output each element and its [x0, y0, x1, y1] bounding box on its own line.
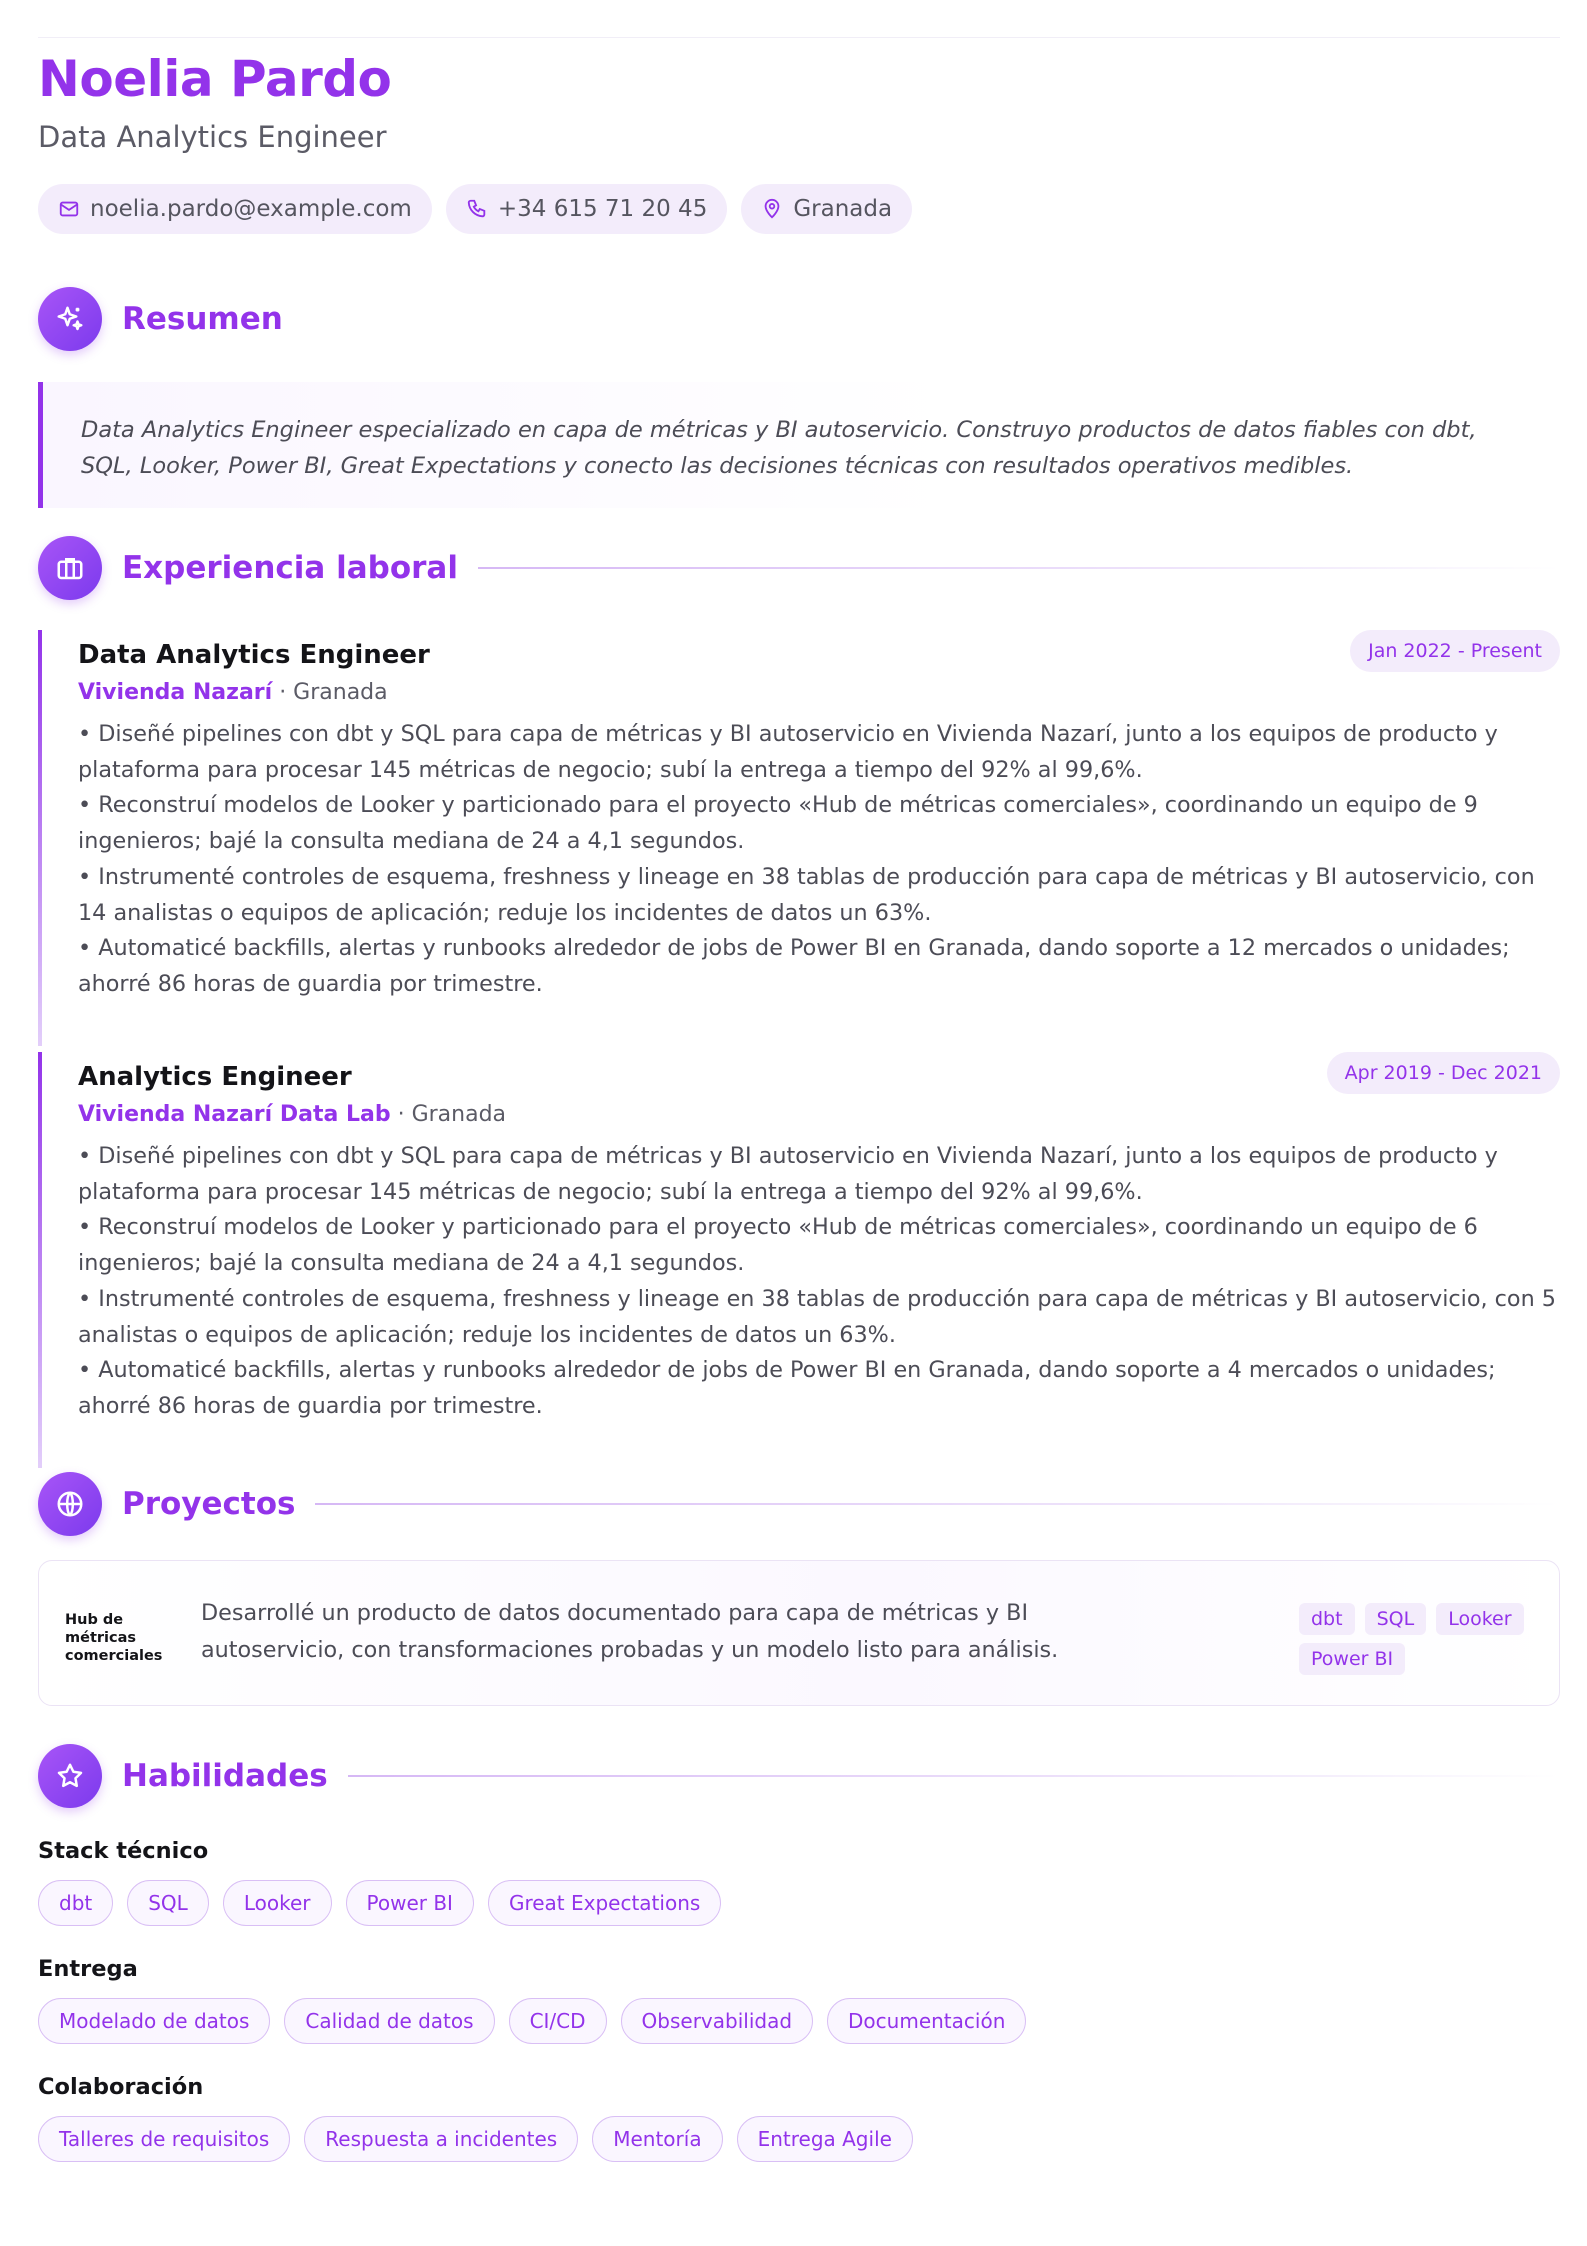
- job-bullet: • Reconstruí modelos de Looker y particionado para el proyecto «Hub de métricas comerciales», coordinando un equipo de 9 ingenieros; bajé la consulta mediana de 24 a 4,1 segundos.: [78, 792, 1478, 855]
- candidate-role: Data Analytics Engineer: [38, 120, 387, 154]
- skill-group-tags: [38, 1880, 721, 1926]
- skill-tag: Mentoría: [592, 2116, 722, 2162]
- job-location: · Granada: [390, 1102, 507, 1127]
- candidate-name: Noelia Pardo: [38, 50, 392, 108]
- skills-section-title: Habilidades: [122, 1758, 328, 1794]
- skill-tag: Respuesta a incidentes: [304, 2116, 578, 2162]
- summary-text: Data Analytics Engineer especializado en capa de métricas y BI autoservicio. Construyo productos de datos fiables con dbt, SQL, Looker, Power BI, Great Expectations y conecto las decisiones técnicas con resultados operativos medibles.: [38, 382, 1560, 508]
- job-dates: Apr 2019 - Dec 2021: [1327, 1052, 1560, 1094]
- job-organization: [78, 1102, 1560, 1127]
- globe-icon: [55, 1489, 85, 1519]
- top-divider: [38, 37, 1560, 38]
- project-tags: [1299, 1603, 1549, 1675]
- summary-section-icon: [38, 287, 102, 351]
- skill-tag: Modelado de datos: [38, 1998, 270, 2044]
- contact-email[interactable]: [38, 184, 432, 234]
- experience-section-divider: [478, 567, 1560, 569]
- summary-section-header: [38, 287, 1560, 351]
- star-icon: [55, 1761, 85, 1791]
- summary-section-title: Resumen: [122, 301, 283, 337]
- skill-tag: Observabilidad: [621, 1998, 814, 2044]
- contact-location: [741, 184, 912, 234]
- job-bullets: [78, 717, 1568, 1003]
- job-bullet: • Instrumenté controles de esquema, freshness y lineage en 38 tablas de producción para capa de métricas y BI autoservicio, con 14 analistas o equipos de aplicación; reduje los incidentes de datos un 63%.: [78, 863, 1535, 926]
- skill-tag: Talleres de requisitos: [38, 2116, 290, 2162]
- job-location: · Granada: [272, 680, 388, 705]
- projects-section-header: [38, 1472, 1560, 1536]
- contact-phone-text: +34 615 71 20 45: [497, 196, 708, 222]
- job-organization: [78, 680, 1560, 705]
- project-tag: dbt: [1299, 1603, 1355, 1635]
- skills-section-icon: [38, 1744, 102, 1808]
- project-tag: Looker: [1436, 1603, 1523, 1635]
- project-tag: SQL: [1365, 1603, 1427, 1635]
- skill-group-title: Entrega: [38, 1956, 138, 1982]
- experience-section-icon: [38, 536, 102, 600]
- job-company: Vivienda Nazarí Data Lab: [78, 1102, 391, 1127]
- mail-icon: [58, 198, 80, 220]
- skill-group-tags: [38, 1998, 1026, 2044]
- skills-section-header: [38, 1744, 1560, 1808]
- skill-tag: Power BI: [346, 1880, 474, 1926]
- job-bullet: • Automaticé backfills, alertas y runbooks alrededor de jobs de Power BI en Granada, dando soporte a 4 mercados o unidades; ahorré 86 horas de guardia por trimestre.: [78, 1357, 1496, 1419]
- job-bullets: [78, 1139, 1568, 1425]
- skill-tag: SQL: [127, 1880, 209, 1926]
- briefcase-icon: [55, 553, 85, 583]
- projects-section-icon: [38, 1472, 102, 1536]
- skill-tag: Looker: [223, 1880, 332, 1926]
- job-company: Vivienda Nazarí: [78, 680, 273, 705]
- job-bullet: • Reconstruí modelos de Looker y particionado para el proyecto «Hub de métricas comerciales», coordinando un equipo de 6 ingenieros; bajé la consulta mediana de 24 a 4,1 segundos.: [78, 1214, 1478, 1277]
- project-name: Hub de métricas comerciales: [65, 1612, 163, 1664]
- project-card: [38, 1560, 1560, 1706]
- job-entry: [38, 1052, 1560, 1468]
- skill-tag: dbt: [38, 1880, 113, 1926]
- skill-tag: Documentación: [827, 1998, 1026, 2044]
- job-dates: Jan 2022 - Present: [1350, 630, 1560, 672]
- contact-list: [38, 184, 912, 234]
- skill-group-title: Colaboración: [38, 2074, 204, 2100]
- experience-section-title: Experiencia laboral: [122, 550, 458, 586]
- contact-phone[interactable]: [446, 184, 727, 234]
- phone-icon: [466, 198, 488, 220]
- job-bullet: • Diseñé pipelines con dbt y SQL para capa de métricas y BI autoservicio en Vivienda Nazarí, junto a los equipos de producto y plataforma para procesar 145 métricas de negocio; subí la entrega a tiempo del 92% al 99,6%.: [78, 1143, 1498, 1205]
- job-bullet: • Instrumenté controles de esquema, freshness y lineage en 38 tablas de producción para capa de métricas y BI autoservicio, con 5 analistas o equipos de aplicación; reduje los incidentes de datos un 63%.: [78, 1285, 1556, 1348]
- skill-group-tags: [38, 2116, 913, 2162]
- skill-tag: CI/CD: [509, 1998, 607, 2044]
- job-title: Analytics Engineer: [78, 1062, 352, 1092]
- skill-tag: Great Expectations: [488, 1880, 721, 1926]
- experience-section-header: [38, 536, 1560, 600]
- skill-tag: Entrega Agile: [737, 2116, 913, 2162]
- sparkle-icon: [55, 304, 85, 334]
- skill-group-title: Stack técnico: [38, 1838, 209, 1864]
- project-description: Desarrollé un producto de datos documentado para capa de métricas y BI autoservicio, con transformaciones probadas y un modelo listo para análisis.: [201, 1600, 1059, 1663]
- job-bullet: • Automaticé backfills, alertas y runbooks alrededor de jobs de Power BI en Granada, dando soporte a 12 mercados o unidades; ahorré 86 horas de guardia por trimestre.: [78, 935, 1510, 997]
- skill-tag: Calidad de datos: [284, 1998, 494, 2044]
- projects-section-divider: [315, 1503, 1560, 1505]
- location-pin-icon: [761, 198, 783, 220]
- projects-section-title: Proyectos: [122, 1486, 296, 1522]
- job-bullet: • Diseñé pipelines con dbt y SQL para capa de métricas y BI autoservicio en Vivienda Nazarí, junto a los equipos de producto y plataforma para procesar 145 métricas de negocio; subí la entrega a tiempo del 92% al 99,6%.: [78, 721, 1498, 783]
- contact-email-text: noelia.pardo@example.com: [90, 196, 412, 222]
- job-title: Data Analytics Engineer: [78, 640, 430, 670]
- project-tag: Power BI: [1299, 1643, 1405, 1675]
- job-entry: [38, 630, 1560, 1046]
- skills-section-divider: [348, 1775, 1560, 1777]
- contact-location-text: Granada: [793, 196, 893, 222]
